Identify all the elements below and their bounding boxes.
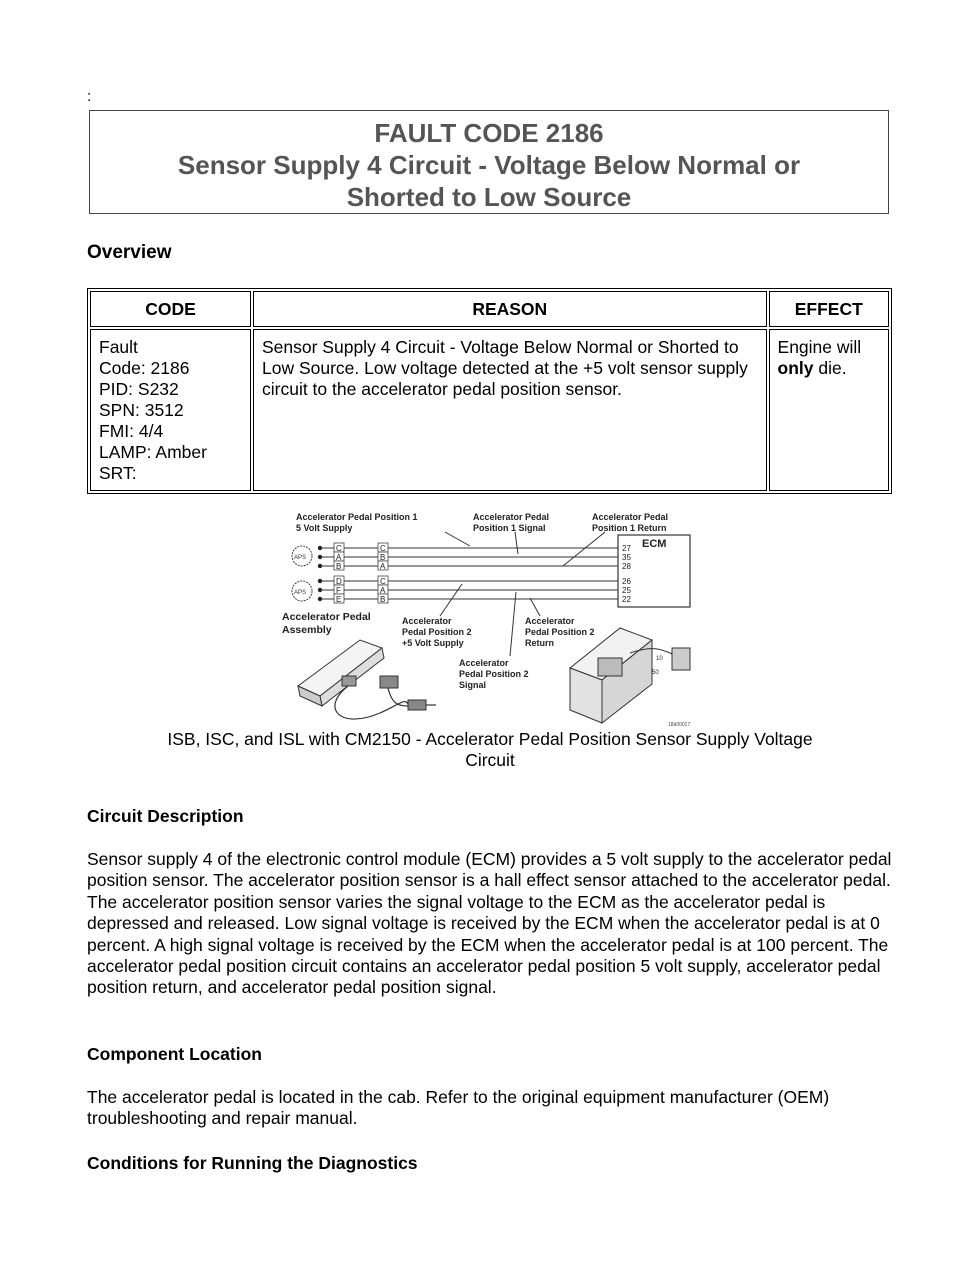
effect-prefix: Engine will [777,337,862,357]
overview-heading: Overview [87,242,172,263]
code-line: LAMP: Amber [99,442,207,462]
pin-label: E [336,595,342,604]
label-app1-supply-1: Accelerator Pedal Position 1 [296,512,418,522]
pin-label: A [380,586,386,595]
ecm-pin: 22 [622,595,631,604]
conn-num: 50 [652,670,659,676]
sensor2-label: APS [294,590,307,596]
diagram-caption [120,729,860,771]
ecm-pin: 25 [622,586,631,595]
fault-title-box [89,110,889,214]
label-assembly-2: Assembly [282,624,332,636]
ecm-label: ECM [642,538,667,550]
header-effect: EFFECT [769,291,889,327]
reason-cell: Sensor Supply 4 Circuit - Voltage Below Normal or Shorted to Low Source. Low voltage detected at the +5 volt sensor supply circuit to the accelerator pedal position sensor. [253,329,767,491]
ecm-pin: 35 [622,553,631,562]
code-line: PID: S232 [99,379,179,399]
label-app2-return-1: Accelerator [525,616,575,626]
pin-label: B [336,562,342,571]
pin-label: F [336,586,341,595]
table-header-row [90,291,889,327]
caption-line2: Circuit [465,750,515,770]
label-assembly-1: Accelerator Pedal [282,611,371,623]
circuit-diagram [280,508,700,728]
label-app2-supply-1: Accelerator [402,616,452,626]
effect-bold: only [777,358,814,378]
conn-num: 10 [656,656,663,662]
pin-label: C [336,544,342,553]
header-code: CODE [90,291,251,327]
label-app1-return-2: Position 1 Return [592,523,667,533]
header-reason: REASON [253,291,767,327]
leading-colon: : [87,88,92,105]
pin-label: B [380,553,386,562]
component-location-text: The accelerator pedal is located in the cab. Refer to the original equipment manufacturer (OEM) troubleshooting and repair manual. [87,1087,830,1129]
label-app2-return-3: Return [525,638,554,648]
ecm-pin: 28 [622,562,631,571]
effect-cell [769,329,889,491]
label-app2-signal-3: Signal [459,680,487,690]
pin-label: D [336,577,342,586]
code-cell [90,329,251,491]
code-line: Code: 2186 [99,358,190,378]
conditions-heading: Conditions for Running the Diagnostics [87,1153,418,1173]
pin-label: A [380,562,386,571]
code-line: FMI: 4/4 [99,421,164,441]
code-line: SRT: [99,463,137,483]
caption-line1: ISB, ISC, and ISL with CM2150 - Accelerator Pedal Position Sensor Supply Voltage [167,729,813,749]
fault-table [87,288,892,494]
component-location-heading: Component Location [87,1044,262,1064]
circuit-description-text: Sensor supply 4 of the electronic control module (ECM) provides a 5 volt supply to the accelerator pedal position sensor. The accelerator position sensor is a hall effect sensor attached to the accelerator pedal. The accelerator position sensor varies the signal voltage to the ECM as the accelerator pedal is depressed and released. Low signal voltage is received by the ECM when the accelerator pedal is at 0 percent. A high signal voltage is received by the ECM when the accelerator pedal is at 100 percent. The accelerator pedal position circuit contains an accelerator pedal position 5 volt supply, accelerator pedal position return, and accelerator pedal position signal. [87,849,892,998]
code-line: Fault [99,337,138,357]
ecm-pin: 26 [622,577,631,586]
label-app2-signal-1: Accelerator [459,658,509,668]
pin-label: A [336,553,342,562]
label-app2-signal-2: Pedal Position 2 [459,669,529,679]
label-app1-supply-2: 5 Volt Supply [296,523,353,533]
pin-label: C [380,544,386,553]
label-app2-supply-3: +5 Volt Supply [402,638,464,648]
label-app1-return-1: Accelerator Pedal [592,512,669,522]
sensor1-label: APS [294,555,307,561]
label-app2-supply-2: Pedal Position 2 [402,627,472,637]
code-line: SPN: 3512 [99,400,184,420]
fault-description-line2: Shorted to Low Source [346,182,632,212]
effect-suffix: die. [813,358,847,378]
label-app2-return-2: Pedal Position 2 [525,627,595,637]
figure-id: 18d00017 [668,722,691,728]
table-row [90,329,889,491]
circuit-description-heading: Circuit Description [87,806,244,826]
fault-code-title: FAULT CODE 2186 [374,118,604,148]
pin-label: B [380,595,386,604]
label-app1-signal-1: Accelerator Pedal [473,512,550,522]
pin-label: C [380,577,386,586]
fault-description-line1: Sensor Supply 4 Circuit - Voltage Below Normal or [177,150,801,180]
ecm-pin: 27 [622,544,631,553]
label-app1-signal-2: Position 1 Signal [473,523,546,533]
